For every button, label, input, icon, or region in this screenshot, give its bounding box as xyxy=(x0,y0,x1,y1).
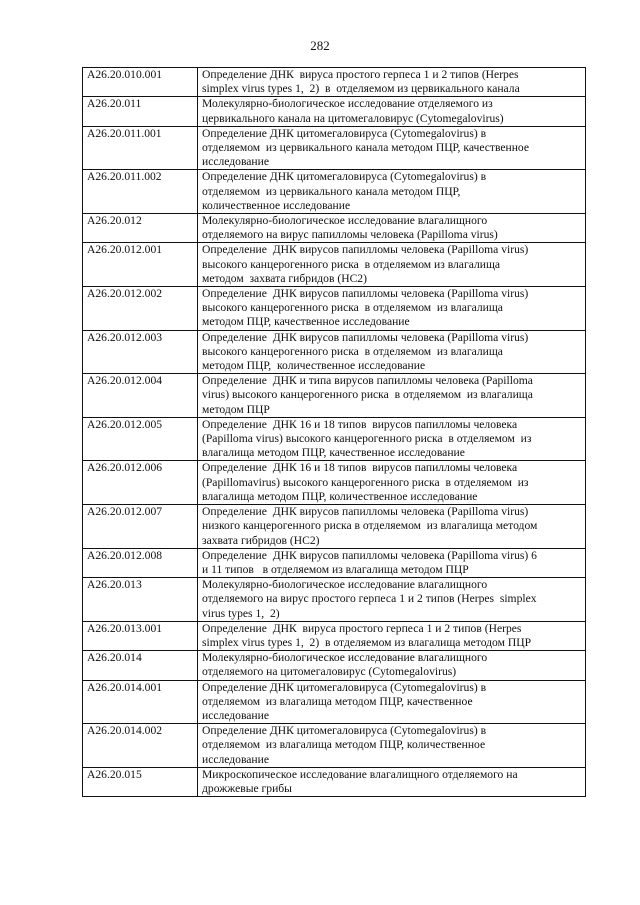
service-description xyxy=(198,214,586,243)
table-row xyxy=(83,170,586,214)
service-code: A26.20.014 xyxy=(83,651,198,680)
description-line: низкого канцерогенного риска в отделяемом из влагалища методом xyxy=(202,519,538,533)
service-description xyxy=(198,767,586,796)
table-row xyxy=(83,767,586,796)
table-row xyxy=(83,287,586,331)
services-table-body xyxy=(83,68,586,797)
service-description xyxy=(198,243,586,287)
service-code: A26.20.012.007 xyxy=(83,505,198,549)
description-line: высокого канцерогенного риска в отделяемом из влагалища xyxy=(202,257,501,271)
table-row xyxy=(83,330,586,374)
service-code: A26.20.012.006 xyxy=(83,461,198,505)
description-line: отделяемом из влагалища методом ПЦР, количественное xyxy=(202,738,486,752)
description-line: отделяемом из влагалища методом ПЦР, качественное xyxy=(202,694,473,708)
service-description xyxy=(198,330,586,374)
table-row xyxy=(83,680,586,724)
service-description xyxy=(198,621,586,650)
description-line: (Papillomavirus) высокого канцерогенного риска в отделяемом из xyxy=(202,475,529,489)
service-description xyxy=(198,417,586,461)
table-row xyxy=(83,126,586,170)
service-code: A26.20.012.004 xyxy=(83,374,198,418)
description-line: Определение ДНК вируса простого герпеса 1 и 2 типов (Herpes xyxy=(202,68,519,81)
service-code: A26.20.012.003 xyxy=(83,330,198,374)
service-description xyxy=(198,97,586,126)
table-row xyxy=(83,374,586,418)
description-line: высокого канцерогенного риска в отделяемом из влагалища xyxy=(202,344,503,358)
description-line: Определение ДНК 16 и 18 типов вирусов папилломы человека xyxy=(202,461,518,475)
description-line: Молекулярно-биологическое исследование влагалищного xyxy=(202,578,488,592)
description-line: Определение ДНК вирусов папилломы человека (Papilloma virus) xyxy=(202,243,529,257)
services-table xyxy=(82,67,586,797)
description-line: virus) высокого канцерогенного риска в отделяемом из влагалища xyxy=(202,388,533,402)
table-row xyxy=(83,97,586,126)
description-line: Определение ДНК вирусов папилломы человека (Papilloma virus) xyxy=(202,330,529,344)
description-line: simplex virus types 1, 2) в отделяемом из цервикального канала xyxy=(202,82,520,96)
description-line: Молекулярно-биологическое исследование влагалищного xyxy=(202,214,488,228)
table-row xyxy=(83,621,586,650)
description-line: Определение ДНК вирусов папилломы человека (Papilloma virus) 6 xyxy=(202,548,537,562)
service-description xyxy=(198,680,586,724)
service-description xyxy=(198,578,586,622)
description-line: количественное исследование xyxy=(202,198,351,212)
description-line: virus types 1, 2) xyxy=(202,606,280,620)
table-row xyxy=(83,651,586,680)
service-description xyxy=(198,724,586,768)
service-description xyxy=(198,170,586,214)
table-row xyxy=(83,243,586,287)
service-code: A26.20.011.001 xyxy=(83,126,198,170)
service-code: A26.20.010.001 xyxy=(83,68,198,97)
description-line: Молекулярно-биологическое исследование отделяемого из xyxy=(202,97,493,111)
service-code: A26.20.013.001 xyxy=(83,621,198,650)
description-line: simplex virus types 1, 2) в отделяемом из влагалища методом ПЦР xyxy=(202,635,532,649)
service-code: A26.20.012.005 xyxy=(83,417,198,461)
description-line: отделяемого на вирус папилломы человека (Papilloma virus) xyxy=(202,228,498,242)
table-row xyxy=(83,214,586,243)
service-code: A26.20.013 xyxy=(83,578,198,622)
description-line: Определение ДНК вируса простого герпеса 1 и 2 типов (Herpes xyxy=(202,621,522,635)
description-line: Определение ДНК вирусов папилломы человека (Papilloma virus) xyxy=(202,505,529,519)
service-code: A26.20.012.002 xyxy=(83,287,198,331)
service-description xyxy=(198,505,586,549)
description-line: Определение ДНК вирусов папилломы человека (Papilloma virus) xyxy=(202,287,529,301)
table-row xyxy=(83,724,586,768)
description-line: методом ПЦР, количественное исследование xyxy=(202,359,426,373)
table-row xyxy=(83,68,586,97)
service-code: A26.20.011.002 xyxy=(83,170,198,214)
service-description xyxy=(198,548,586,577)
description-line: Определение ДНК цитомегаловируса (Cytomegalovirus) в xyxy=(202,170,487,184)
table-row xyxy=(83,461,586,505)
service-code: A26.20.012 xyxy=(83,214,198,243)
description-line: отделяемого на цитомегаловирус (Cytomegalovirus) xyxy=(202,665,457,679)
description-line: Молекулярно-биологическое исследование влагалищного xyxy=(202,651,488,665)
description-line: Определение ДНК цитомегаловируса (Cytomegalovirus) в xyxy=(202,680,487,694)
table-row xyxy=(83,578,586,622)
description-line: исследование xyxy=(202,708,269,722)
description-line: высокого канцерогенного риска в отделяемом из влагалища xyxy=(202,301,503,315)
service-code: A26.20.012.001 xyxy=(83,243,198,287)
service-code: A26.20.011 xyxy=(83,97,198,126)
description-line: исследование xyxy=(202,155,269,169)
description-line: отделяемого на вирус простого герпеса 1 и 2 типов (Herpes simplex xyxy=(202,592,537,606)
description-line: методом захвата гибридов (НС2) xyxy=(202,271,367,285)
table-row xyxy=(83,505,586,549)
table-row xyxy=(83,548,586,577)
description-line: отделяемом из цервикального канала методом ПЦР, качественное xyxy=(202,141,530,155)
description-line: Определение ДНК цитомегаловируса (Cytomegalovirus) в xyxy=(202,724,487,738)
service-description xyxy=(198,374,586,418)
service-description xyxy=(198,126,586,170)
service-description xyxy=(198,68,586,97)
description-line: методом ПЦР, качественное исследование xyxy=(202,315,410,329)
description-line: дрожжевые грибы xyxy=(202,781,292,795)
service-code: A26.20.014.002 xyxy=(83,724,198,768)
service-description xyxy=(198,461,586,505)
page-number: 282 xyxy=(310,38,330,53)
description-line: методом ПЦР xyxy=(202,402,270,416)
service-code: A26.20.015 xyxy=(83,767,198,796)
description-line: влагалища методом ПЦР, качественное исследование xyxy=(202,446,465,460)
service-code: A26.20.012.008 xyxy=(83,548,198,577)
description-line: влагалища методом ПЦР, количественное исследование xyxy=(202,489,478,503)
description-line: Микроскопическое исследование влагалищного отделяемого на xyxy=(202,767,518,781)
description-line: (Papilloma virus) высокого канцерогенного риска в отделяемом из xyxy=(202,432,532,446)
description-line: и 11 типов в отделяемом из влагалища методом ПЦР xyxy=(202,562,469,576)
table-row xyxy=(83,417,586,461)
description-line: цервикального канала на цитомегаловирус (Cytomegalovirus) xyxy=(202,111,504,125)
description-line: Определение ДНК 16 и 18 типов вирусов папилломы человека xyxy=(202,417,518,431)
service-description xyxy=(198,651,586,680)
description-line: отделяемом из цервикального канала методом ПЦР, xyxy=(202,184,461,198)
description-line: Определение ДНК цитомегаловируса (Cytomegalovirus) в xyxy=(202,126,487,140)
service-code: A26.20.014.001 xyxy=(83,680,198,724)
description-line: Определение ДНК и типа вирусов папилломы человека (Papilloma xyxy=(202,374,533,388)
service-description xyxy=(198,287,586,331)
description-line: захвата гибридов (НС2) xyxy=(202,533,320,547)
description-line: исследование xyxy=(202,752,269,766)
